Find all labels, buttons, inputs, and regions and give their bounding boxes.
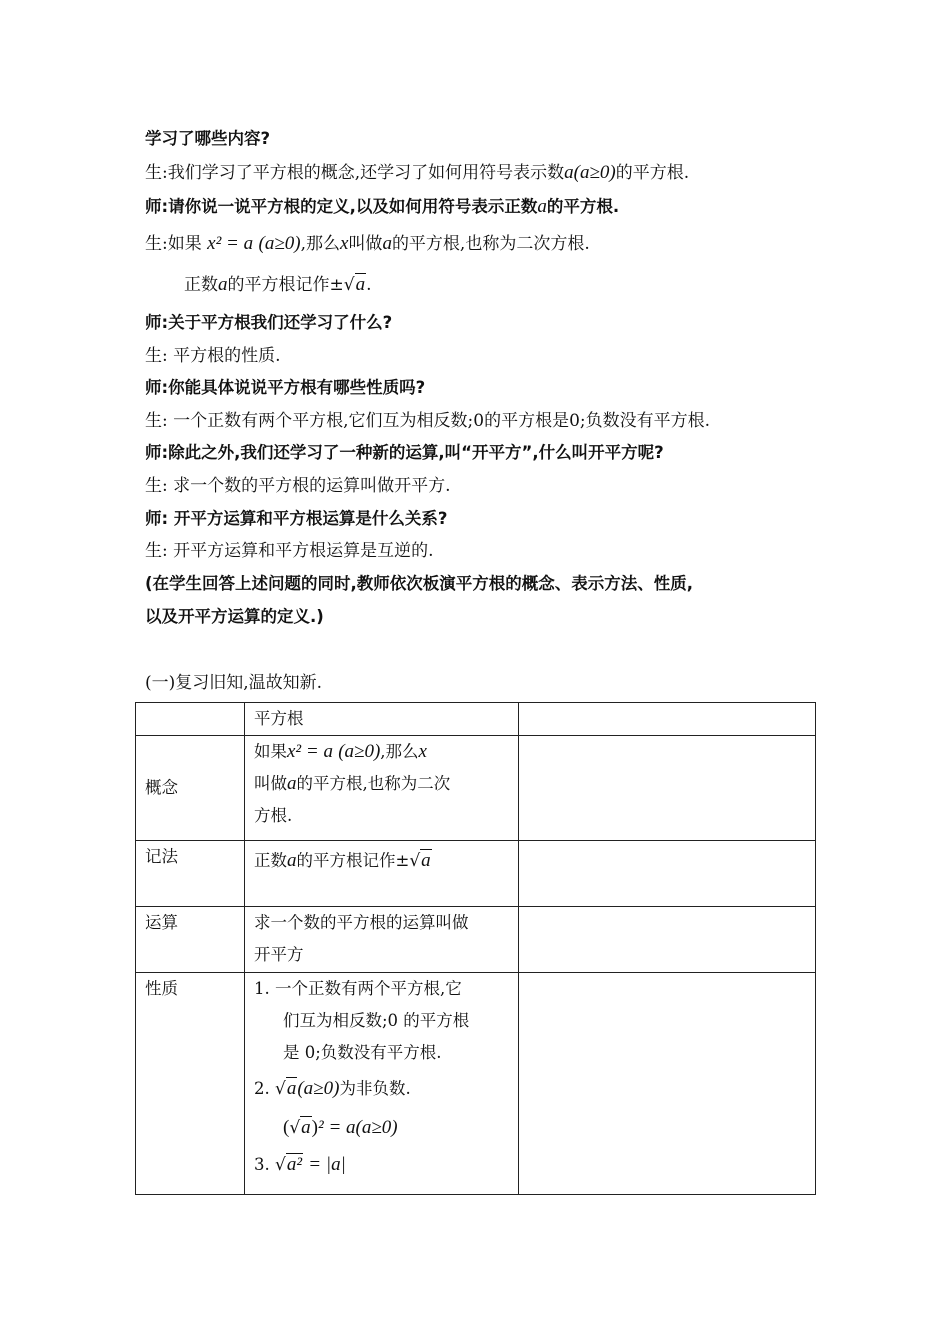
sqrt-arg: a	[355, 274, 366, 295]
row-label-notation: 记法	[136, 841, 245, 907]
sqrt-expression: √a	[275, 1078, 297, 1099]
text: 生:如果	[145, 234, 202, 254]
property-cell	[245, 973, 519, 1195]
math-var: x	[340, 233, 349, 254]
item-number: 3.	[254, 1155, 270, 1174]
text: 叫做	[348, 234, 383, 254]
text: 正数	[184, 275, 218, 295]
row-label-concept: 概念	[136, 736, 245, 841]
table-row	[136, 907, 816, 973]
text: 正数	[254, 851, 287, 870]
operation-line2: 开平方	[254, 945, 304, 964]
table-row	[136, 973, 816, 1195]
answer-more: 生: 平方根的性质.	[145, 346, 281, 366]
concept-line3: 方根.	[254, 806, 293, 825]
row-label-property: 性质	[136, 973, 245, 1195]
table-cell	[519, 907, 816, 973]
table-row	[136, 703, 816, 736]
property1-line1: 1. 一个正数有两个平方根,它	[254, 979, 462, 998]
text: 的平方根,也称为二次方根.	[391, 234, 590, 254]
property2b: (√a)² = a(a≥0)	[254, 1109, 509, 1147]
table-header-cell: 平方根	[245, 703, 519, 736]
text: 的平方根记作	[227, 275, 330, 295]
question-text-end: 的平方根.	[546, 197, 620, 216]
math-equation: x² = a	[287, 741, 333, 762]
math-var: a	[287, 773, 297, 794]
math-equation: x² = a	[207, 233, 254, 254]
item-number: 2.	[254, 1079, 270, 1098]
table-cell	[136, 703, 245, 736]
math-var: a	[537, 196, 547, 217]
answer-text: 生:我们学习了平方根的概念,还学习了如何用符号表示数	[145, 163, 565, 183]
operation-cell	[245, 907, 519, 973]
question-properties: 师:你能具体说说平方根有哪些性质吗?	[145, 378, 426, 397]
plus-minus: ±	[329, 275, 344, 295]
question-more: 师:关于平方根我们还学习了什么?	[145, 313, 393, 332]
operation-line1: 求一个数的平方根的运算叫做	[254, 913, 469, 932]
table-row	[136, 736, 816, 841]
math-condition: (a≥0)	[258, 233, 301, 254]
sqrt-arg: a	[301, 1117, 311, 1138]
notation-cell	[245, 841, 519, 907]
property3	[254, 1147, 509, 1183]
answer-notation	[184, 273, 372, 297]
text: ,那么	[300, 234, 340, 254]
answer-review	[145, 161, 689, 185]
row-label-operation: 运算	[136, 907, 245, 973]
concept-line1	[254, 736, 509, 768]
math-equation: ² = a(a≥0)	[318, 1117, 398, 1138]
teacher-note-line1: (在学生回答上述问题的同时,教师依次板演平方根的概念、表示方法、性质,	[145, 574, 694, 593]
sqrt-expression: √a²	[275, 1154, 303, 1175]
section-heading: (一)复习旧知,温故知新.	[145, 673, 323, 693]
question-definition	[145, 195, 619, 219]
period: .	[366, 275, 372, 295]
table-cell	[519, 703, 816, 736]
text: 的平方根记作	[296, 851, 396, 870]
question-operation: 师:除此之外,我们还学习了一种新的运算,叫“开平方”,什么叫开平方呢?	[145, 443, 664, 462]
answer-operation: 生: 求一个数的平方根的运算叫做开平方.	[145, 476, 451, 496]
property2	[254, 1069, 509, 1109]
table-cell	[519, 973, 816, 1195]
math-var: a	[218, 274, 228, 295]
table-cell	[519, 736, 816, 841]
sqrt-expression: √a	[289, 1117, 311, 1138]
text: ,那么	[380, 742, 419, 761]
sqrt-arg: a	[286, 1078, 297, 1099]
math-var: x	[418, 741, 427, 762]
math-condition: (a≥0)	[297, 1078, 340, 1099]
text: 的平方根,也称为二次	[296, 774, 451, 793]
sqrt-expression: √a	[409, 850, 431, 871]
math-equation: = |a|	[308, 1154, 346, 1175]
math-var: a	[287, 850, 297, 871]
teacher-note-line2: 以及开平方运算的定义.)	[145, 607, 324, 626]
math-condition: (a≥0)	[573, 162, 616, 183]
table-row	[136, 841, 816, 907]
sqrt-arg: a²	[286, 1154, 303, 1175]
answer-text-end: 的平方根.	[615, 163, 690, 183]
text: 如果	[254, 742, 287, 761]
answer-properties: 生: 一个正数有两个平方根,它们互为相反数;0的平方根是0;负数没有平方根.	[145, 411, 711, 431]
sqrt-expression: √a	[343, 274, 366, 295]
text: 叫做	[254, 774, 287, 793]
text: 为非负数.	[339, 1079, 411, 1098]
concept-cell	[245, 736, 519, 841]
math-var: a	[382, 233, 392, 254]
table-cell	[519, 841, 816, 907]
review-table	[135, 702, 816, 1195]
question-relation: 师: 开平方运算和平方根运算是什么关系?	[145, 509, 448, 528]
answer-definition	[145, 232, 590, 256]
question-text: 师:请你说一说平方根的定义,以及如何用符号表示正数	[145, 197, 538, 216]
math-condition: (a≥0)	[338, 741, 381, 762]
sqrt-arg: a	[421, 850, 431, 871]
concept-line2	[254, 768, 509, 800]
property1-line2: 们互为相反数;0 的平方根	[283, 1011, 470, 1030]
math-var: a	[564, 162, 574, 183]
property1-line3: 是 0;负数没有平方根.	[283, 1043, 442, 1062]
answer-relation: 生: 开平方运算和平方根运算是互逆的.	[145, 541, 434, 561]
plus-minus: ±	[395, 851, 410, 870]
question-review: 学习了哪些内容?	[145, 129, 271, 148]
